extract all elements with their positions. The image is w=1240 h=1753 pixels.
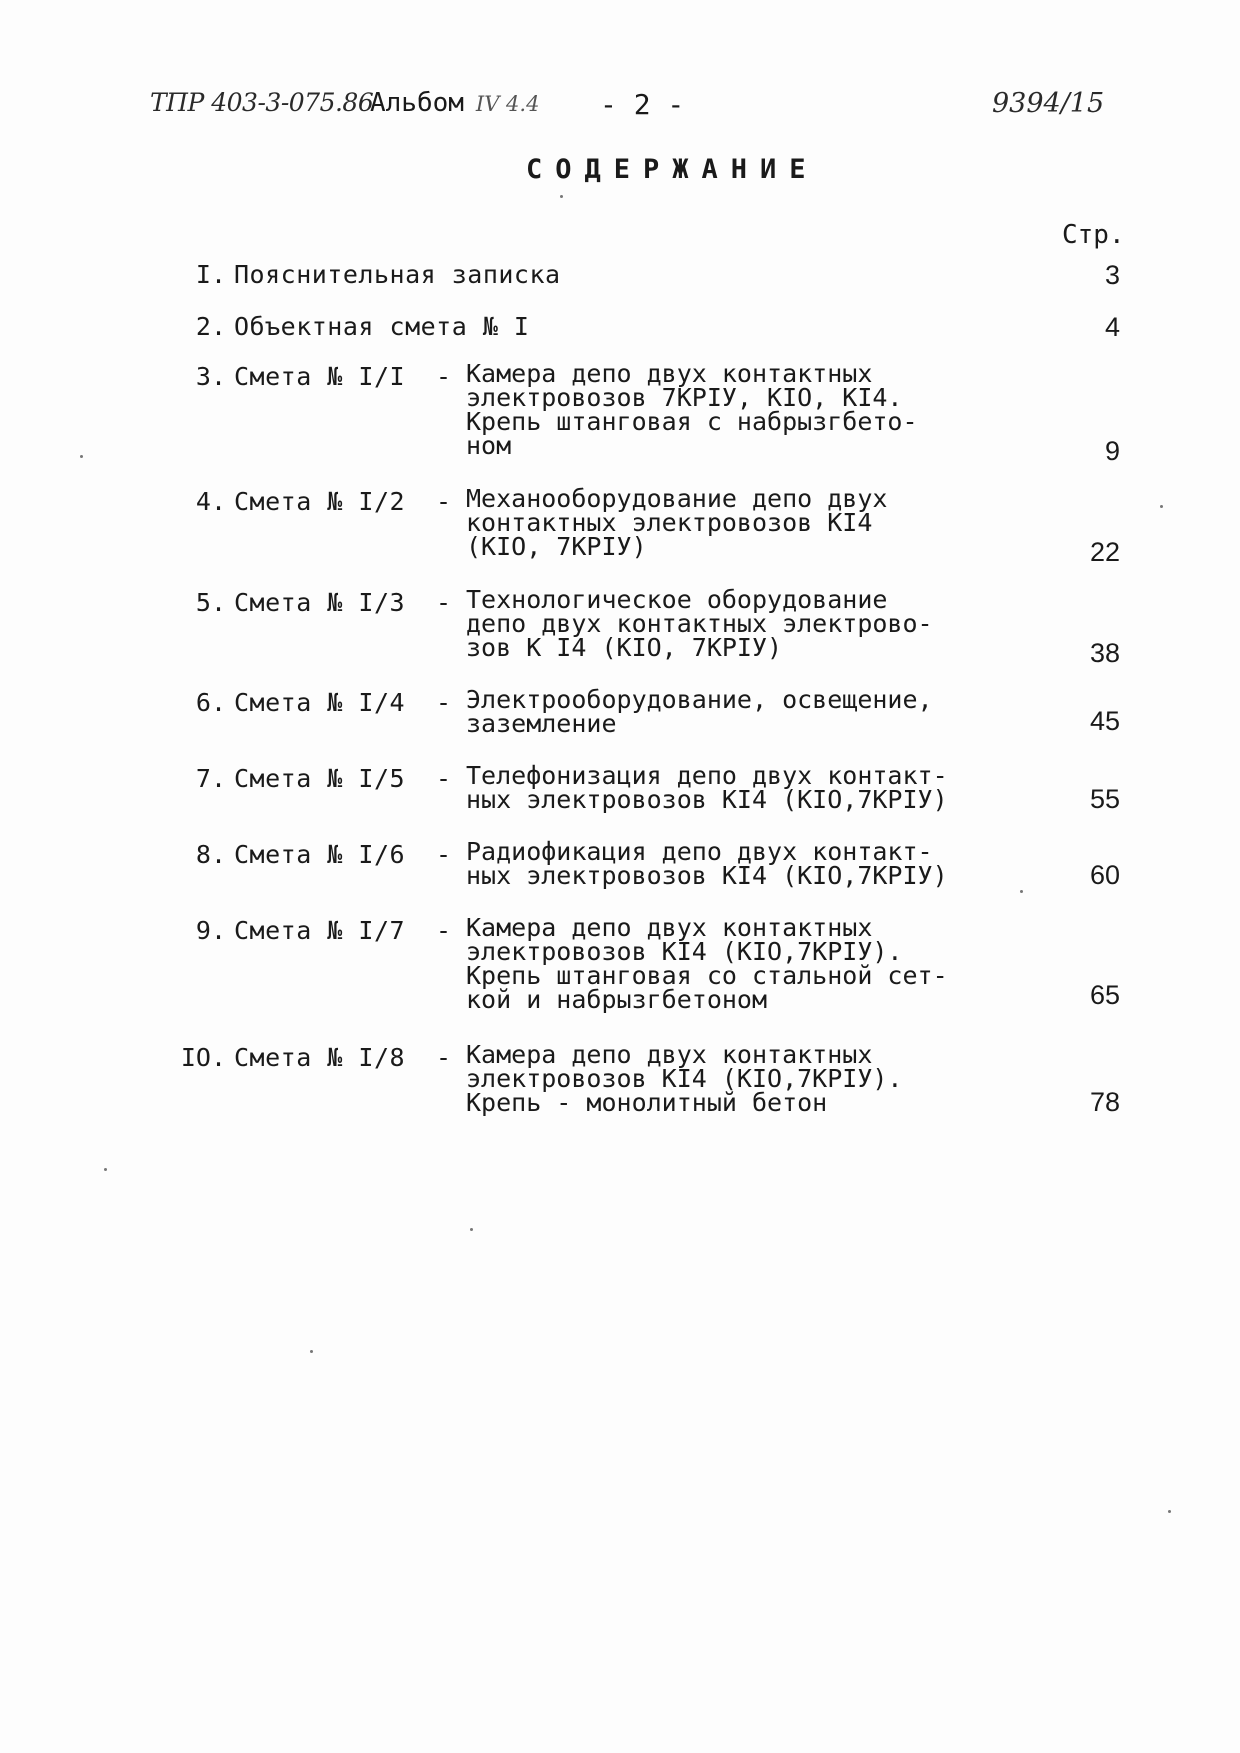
item-page: 78 [1089, 1087, 1120, 1117]
scan-speck [1160, 505, 1163, 508]
item-title: Пояснительная записка [234, 260, 561, 289]
item-page: 55 [1089, 784, 1120, 814]
item-title: Камера депо двух контактных электровозов КI4 (КIО,7КРIУ). Крепь штанговая со стальной сет- кой и набрызгбетоном [466, 913, 948, 1014]
separator-dash: - [436, 916, 452, 945]
scan-speck [310, 1350, 313, 1353]
page-number: - 2 - [600, 88, 685, 121]
item-title: Электрооборудование, освещение, заземление [466, 685, 933, 738]
item-page: 45 [1089, 706, 1120, 736]
album-label: Альбом [370, 88, 464, 118]
item-title: Камера депо двух контактных электровозов КI4 (КIО,7КРIУ). Крепь - монолитный бетон [466, 1040, 903, 1117]
separator-dash: - [436, 362, 452, 391]
item-number: 8. [195, 840, 226, 869]
scan-speck [1020, 890, 1023, 893]
item-number: 4. [195, 487, 226, 516]
item-number: 2. [195, 312, 226, 341]
item-title: Технологическое оборудование депо двух контактных электрово- зов К I4 (КIО, 7КРIУ) [466, 585, 933, 662]
scan-speck [104, 1168, 107, 1171]
estimate-ref: Смета № I/8 [234, 1043, 406, 1072]
estimate-ref: Смета № I/5 [234, 764, 406, 793]
sheet-number: 9394/15 [992, 88, 1105, 119]
pages-column-label: Стр. [1062, 220, 1125, 250]
item-page: 60 [1089, 860, 1120, 890]
scan-speck [80, 455, 83, 458]
item-number: I. [195, 260, 226, 289]
item-page: 38 [1089, 638, 1120, 668]
item-title: Телефонизация депо двух контакт- ных электровозов КI4 (КIО,7КРIУ) [466, 761, 948, 814]
estimate-ref: Смета № I/4 [234, 688, 406, 717]
document-code: ТПР 403-3-075.86 [150, 88, 374, 117]
separator-dash: - [436, 487, 452, 516]
item-title: Механооборудование депо двух контактных электровозов КI4 (КIО, 7КРIУ) [466, 484, 888, 561]
page-title: СОДЕРЖАНИЕ [526, 154, 819, 185]
separator-dash: - [436, 764, 452, 793]
item-number: 9. [195, 916, 226, 945]
item-number: 3. [195, 362, 226, 391]
item-page: 3 [1104, 260, 1120, 290]
scan-speck [1168, 1510, 1171, 1513]
separator-dash: - [436, 588, 452, 617]
estimate-ref: Смета № I/3 [234, 588, 406, 617]
item-title: Радиофикация депо двух контакт- ных электровозов КI4 (КIО,7КРIУ) [466, 837, 948, 890]
estimate-ref: Смета № I/I [234, 362, 406, 391]
item-page: 4 [1104, 312, 1120, 342]
estimate-ref: Смета № I/6 [234, 840, 406, 869]
item-title: Камера депо двух контактных электровозов 7КРIУ, КIО, КI4. Крепь штанговая с набрызгбето- ном [466, 359, 918, 460]
album-number: IV 4.4 [475, 92, 540, 116]
estimate-ref: Смета № I/2 [234, 487, 406, 516]
album-label-group [370, 88, 539, 118]
scan-speck [560, 195, 563, 198]
item-number: 7. [195, 764, 226, 793]
scan-speck [470, 1228, 473, 1231]
item-page: 22 [1089, 537, 1120, 567]
separator-dash: - [436, 688, 452, 717]
item-number: 5. [195, 588, 226, 617]
separator-dash: - [436, 1043, 452, 1072]
estimate-ref: Смета № I/7 [234, 916, 406, 945]
item-title: Объектная смета № I [234, 312, 530, 341]
item-page: 65 [1089, 980, 1120, 1010]
separator-dash: - [436, 840, 452, 869]
item-page: 9 [1104, 436, 1120, 466]
item-number: 6. [195, 688, 226, 717]
item-number: IO. [180, 1043, 226, 1072]
